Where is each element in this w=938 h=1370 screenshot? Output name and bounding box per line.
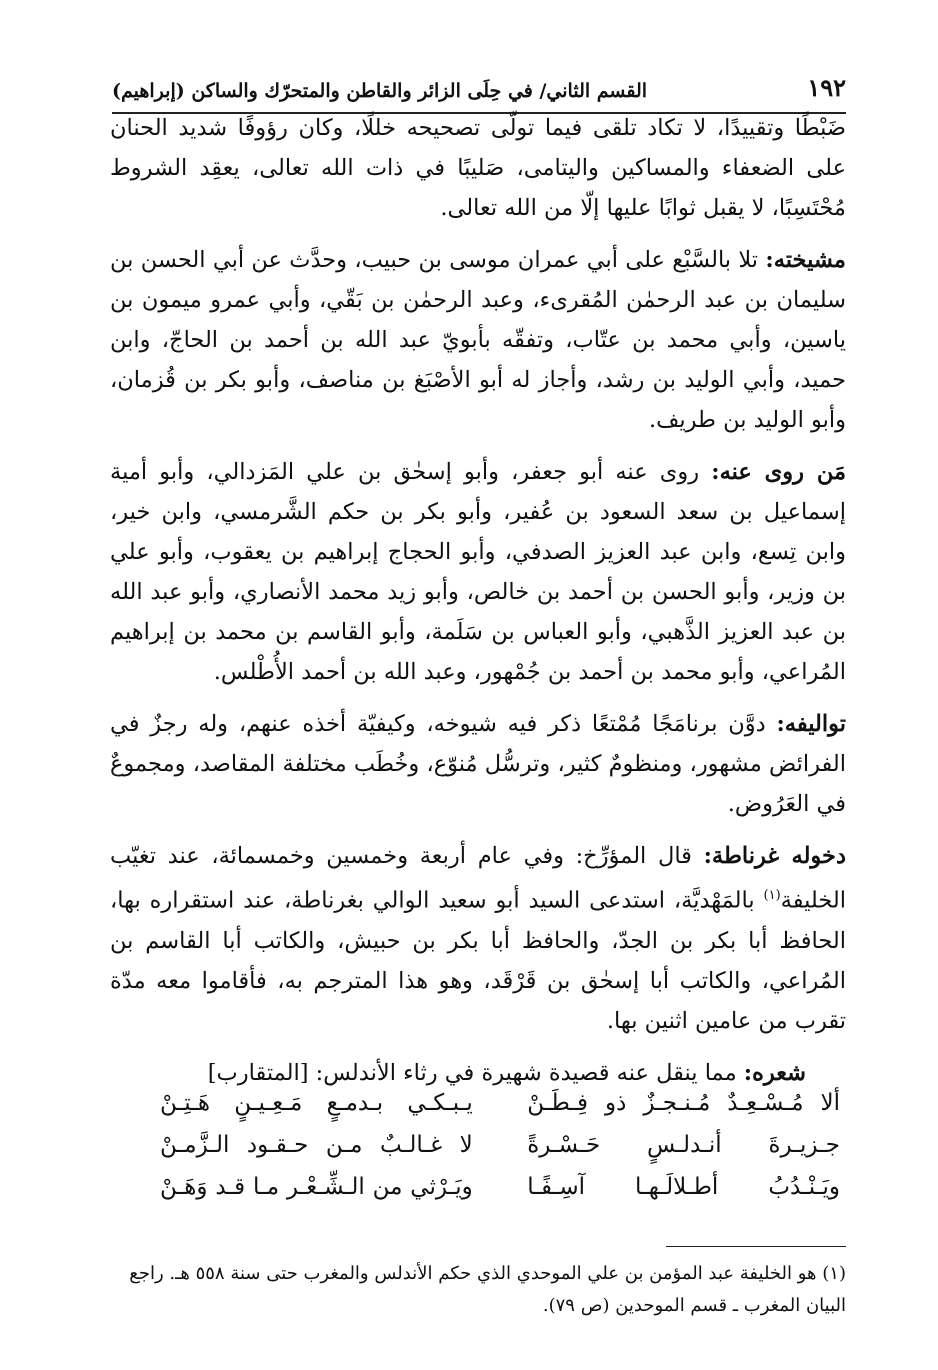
poem-verse — [160, 1082, 840, 1124]
hemistich-second: يـبـكـي بـدمـعٍ مَـعِـيـنٍ هَـتِـنْ — [160, 1090, 473, 1116]
paragraph-teachers — [110, 240, 846, 440]
paragraph-text: ضَبْطًا وتقييدًا، لا تكاد تلقى فيما تولّى تصحيحه خللًا، وكان رؤوفًا شديد الحنان على الضعفاء والمساكين واليتامى، صَليبًا في ذات الله تعالى، يعقِد الشروط مُحْتَسِبًا، لا يقبل ثوابًا عليها إلّا من الله تعالى. — [110, 115, 846, 221]
paragraph-text: دوَّن برنامَجًا مُمْتعًا ذكر فيه شيوخه، وكيفيّة أخذه عنهم، وله رجزٌ في الفرائض مشهور، ومنظومٌ كثير، وترسُّل مُنوّع، وخُطَب مختلفة المقاصد، ومجموعٌ في العَرُوض. — [110, 711, 846, 817]
hemistich-second: ويَـرْثي من الـشِّـعْـر مـا قـد وَهَـنْ — [160, 1174, 473, 1200]
hemistich-second: لا غـالـبٌ مـن حـقـود الـزَّمـنْ — [160, 1132, 473, 1158]
paragraph-intro — [110, 108, 846, 228]
paragraph-students — [110, 452, 846, 692]
paragraph-text: تلا بالسَّبْع على أبي عمران موسى بن حبيب، وحدَّث عن أبي الحسن بن سليمان بن عبد الرحمٰن المُقرىء، وعبد الرحمٰن بن بَقّي، وأبي عمرو ميمون بن ياسين، وأبي محمد بن عتّاب، وتفقّه بأبويّ عبد الله بن أحمد بن الحاجّ، وابن حميد، وأبي الوليد بن رشد، وأجاز له أبو الأصْبَغ بن مناصف، وأبو بكر بن قُزمان، وأبو الوليد بن طريف. — [110, 247, 846, 433]
footnote-ref[interactable]: (١) — [763, 888, 781, 903]
paragraph-text: مما ينقل عنه قصيدة شهيرة في رثاء الأندلس: [المتقارب] — [207, 1059, 744, 1086]
section-heading: شعره: — [743, 1059, 806, 1086]
paragraph-granada — [110, 836, 846, 1041]
section-heading: مَن روى عنه: — [711, 459, 846, 485]
poem-verse — [160, 1124, 840, 1166]
hemistich-first: ألا مُـسْـعِـدٌ مُـنـجـزٌ ذو فِـطَـنْ — [527, 1090, 840, 1116]
page-number: ١٩٢ — [807, 73, 846, 102]
footnote — [110, 1258, 846, 1322]
section-heading: مشيخته: — [765, 247, 846, 273]
hemistich-first: ويَـنْـدُبُ أطـلالَـهـا آسِـفًـا — [527, 1174, 840, 1200]
paragraph-text: روى عنه أبو جعفر، وأبو إسحٰق بن علي المَزدالي، وأبو أمية إسماعيل بن سعد السعود بن عُفير، وأبو بكر بن حكم الشَّرمسي، وابن خير، وابن تِسع، وابن عبد العزيز الصدفي، وأبو الحجاج إبراهيم بن يعقوب، وأبو علي بن وزير، وأبو الحسن بن أحمد بن خالص، وأبو زيد محمد الأنصاري، وأبو عبد الله بن عبد العزيز الذَّهبي، وأبو العباس بن سَلَمة، وأبو القاسم بن محمد بن إبراهيم المُراعي، وأبو محمد بن أحمد بن جُمْهور، وعبد الله بن أحمد الأُطْلس. — [110, 459, 846, 685]
page-header — [112, 62, 846, 114]
paragraph-text: بالمَهْديَّة، استدعى السيد أبو سعيد الوالي بغرناطة، عند استقراره بها، الحافظ أبا بكر بن الجدّ، والحافظ أبا بكر بن حبيش، والكاتب أبا القاسم بن المُراعي، والكاتب أبا إسحٰق بن قَرْقَد، وهو هذا المترجم به، فأقاموا معه مدّة تقرب من عامين اثنين بها. — [110, 887, 846, 1034]
hemistich-first: جـزيـرةَ أنـدلـسٍ حَـسْـرةً — [527, 1132, 840, 1158]
footnote-divider — [666, 1246, 846, 1247]
main-text — [110, 108, 846, 1105]
footnote-text: هو الخليفة عبد المؤمن بن علي الموحدي الذي حكم الأندلس والمغرب حتى سنة ٥٥٨ هـ. راجع البيان المغرب ـ قسم الموحدين (ص ٧٩). — [129, 1263, 846, 1316]
poem-verse — [160, 1166, 840, 1208]
paragraph-works — [110, 704, 846, 824]
poem — [160, 1082, 840, 1208]
running-head: القسم الثاني/ في حِلَى الزائر والقاطن والمتحرّك والساكن (إبراهيم) — [112, 80, 648, 102]
section-heading: تواليفه: — [776, 711, 846, 737]
section-heading: دخوله غرناطة: — [703, 843, 846, 869]
footnote-number: (١) — [822, 1263, 846, 1284]
paragraph-text: قال المؤرِّخ: وفي عام أربعة وخمسين وخمسمائة، عند تغيّب الخليفة — [110, 843, 846, 914]
